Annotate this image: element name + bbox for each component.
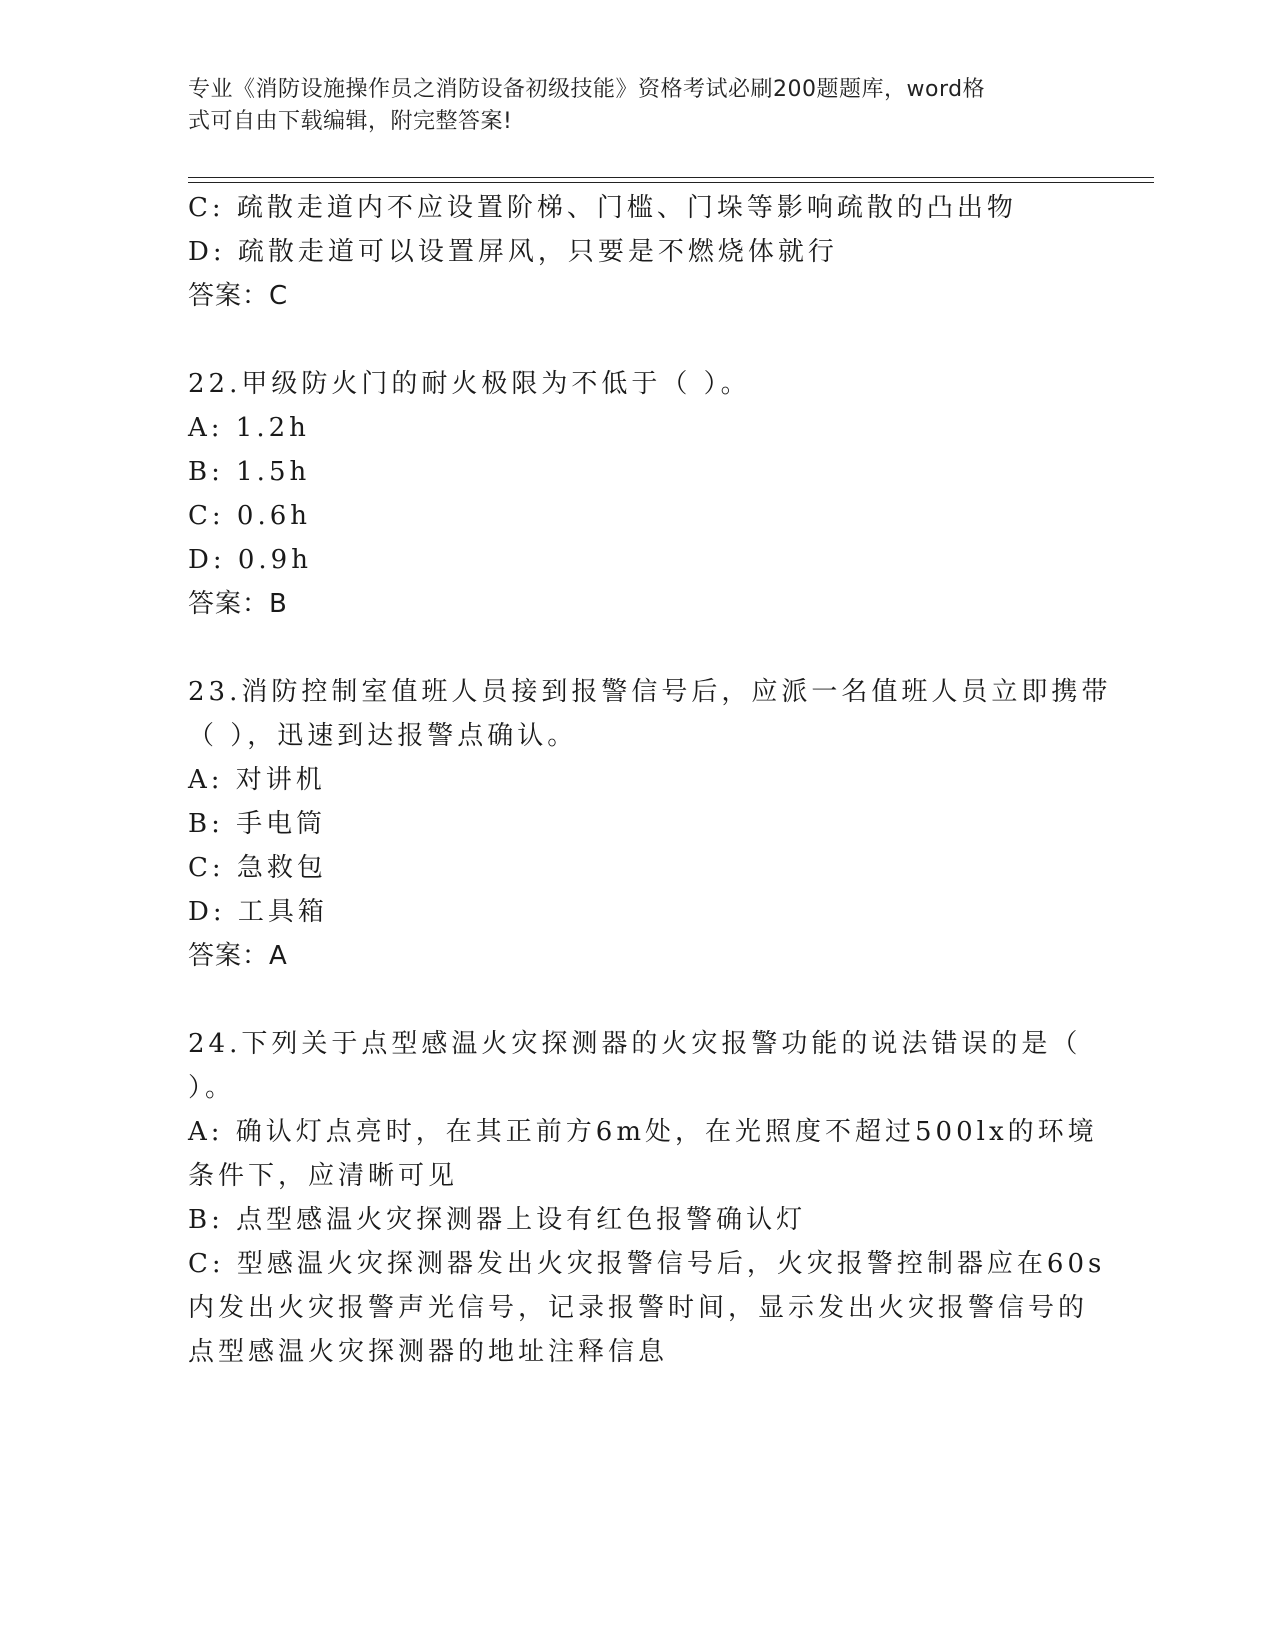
q23-option-c: C: 急救包 [188, 853, 327, 883]
q23-option-a: A: 对讲机 [188, 765, 326, 795]
header-title-line-2: 式可自由下载编辑，附完整答案! [188, 109, 513, 134]
q24-stem-line-2: ）。 [188, 1073, 236, 1103]
q23-stem-line-2: （ ），迅速到达报警点确认。 [188, 721, 578, 751]
q21-answer: 答案：C [188, 281, 289, 311]
q23-option-b: B: 手电筒 [188, 809, 327, 839]
q24-stem-line-1: 24.下列关于点型感温火灾探测器的火灾报警功能的说法错误的是（ [188, 1029, 1082, 1059]
q22-option-b: B: 1.5h [188, 457, 311, 487]
q23-stem-line-1: 23.消防控制室值班人员接到报警信号后，应派一名值班人员立即携带 [188, 677, 1112, 707]
q24-option-c-line-2: 内发出火灾报警声光信号，记录报警时间，显示发出火灾报警信号的 [188, 1293, 1089, 1323]
q23-answer: 答案：A [188, 941, 288, 971]
header-title-line-1: 专业《消防设施操作员之消防设备初级技能》资格考试必刷200题题库，word格 [188, 77, 986, 102]
q24-option-b: B: 点型感温火灾探测器上设有红色报警确认灯 [188, 1205, 807, 1235]
q24-option-a-line-1: A: 确认灯点亮时，在其正前方6m处，在光照度不超过500lx的环境 [188, 1117, 1098, 1147]
q22-option-a: A: 1.2h [188, 413, 310, 443]
q24-option-a-line-2: 条件下，应清晰可见 [188, 1161, 459, 1191]
q24-option-c-line-1: C: 型感温火灾探测器发出火灾报警信号后，火灾报警控制器应在60s [188, 1249, 1106, 1279]
q23-option-d: D: 工具箱 [188, 897, 328, 927]
q22-option-d: D: 0.9h [188, 545, 312, 575]
document-header [188, 74, 1068, 138]
q21-option-c: C: 疏散走道内不应设置阶梯、门槛、门垛等影响疏散的凸出物 [188, 193, 1017, 223]
q22-stem: 22.甲级防火门的耐火极限为不低于（ ）。 [188, 369, 751, 399]
header-divider-bottom [188, 182, 1154, 183]
q22-option-c: C: 0.6h [188, 501, 312, 531]
q22-answer: 答案：B [188, 589, 288, 619]
q21-option-d: D: 疏散走道可以设置屏风，只要是不燃烧体就行 [188, 237, 838, 267]
q24-option-c-line-3: 点型感温火灾探测器的地址注释信息 [188, 1337, 669, 1367]
header-divider-top [188, 177, 1154, 178]
